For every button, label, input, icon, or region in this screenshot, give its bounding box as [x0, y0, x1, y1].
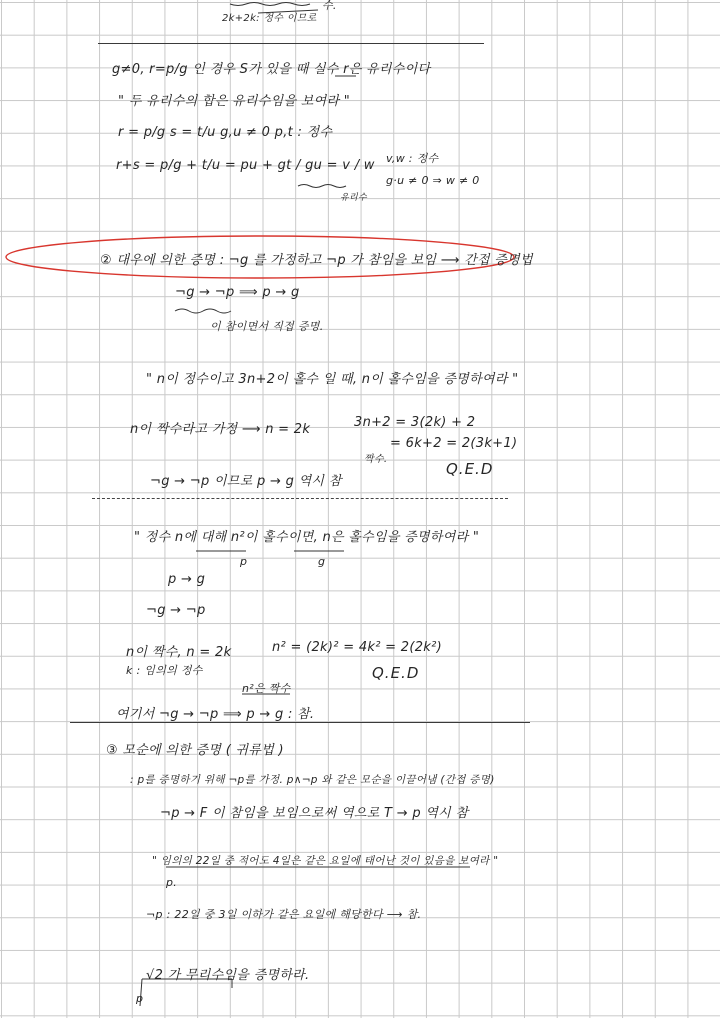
section-divider-2	[92, 498, 508, 499]
block4-bottom: √2 가 무리수임을 증명하라.	[146, 968, 310, 983]
block3-eq: n² = (2k)² = 4k² = 2(2k²)	[272, 640, 443, 655]
block1-line1: g≠0, r=p/g 인 경우 S가 있을 때 실수 r은 유리수이다	[112, 62, 431, 77]
block3-qed: Q.E.D	[372, 664, 420, 682]
section-divider-1	[98, 43, 484, 44]
block3-kdef: k : 임의의 정수	[126, 664, 203, 677]
block2-impl: ¬g → ¬p ⟹ p → g	[175, 285, 300, 300]
block2-small: 짝수.	[364, 454, 388, 465]
block4-neg: ¬p : 22일 중 3일 이하가 같은 요일에 해당한다 ⟶ 참.	[146, 908, 422, 921]
block1-def: r = p/g s = t/u g,u ≠ 0 p,t : 정수	[118, 125, 333, 140]
block3-p-label: p	[240, 555, 248, 568]
block4-p: p.	[166, 876, 178, 889]
block1-under: 유리수	[340, 193, 367, 203]
block1-formula: r+s = p/g + t/u = pu + gt / gu = v / w	[116, 158, 375, 173]
block3-line1: n이 짝수, n = 2k	[126, 645, 232, 660]
block2-quote: " n이 정수이고 3n+2이 홀수 일 때, n이 홀수임을 증명하여라 "	[146, 372, 519, 387]
underline-wave-rational	[298, 185, 346, 188]
block4-quote: " 임의의 22일 중 적어도 4일은 같은 요일에 태어난 것이 있음을 보여라 "	[152, 855, 499, 867]
block2-header: ② 대우에 의한 증명 : ¬g 를 가정하고 ¬p 가 참임을 보임 ⟶ 간접 증명법	[100, 253, 533, 268]
underline-wave-impl	[175, 309, 231, 313]
block3-quote: " 정수 n에 대해 n²이 홀수이면, n은 홀수임을 증명하여라 "	[134, 530, 480, 545]
block3-footer: 여기서 ¬g → ¬p ⟹ p → g : 참.	[116, 707, 315, 722]
block4-header: ③ 모순에 의한 증명 ( 귀류법 )	[106, 743, 284, 758]
block2-qed: Q.E.D	[446, 460, 494, 478]
top-note: 2k+2k: 정수 이므로	[222, 13, 317, 24]
block2-eq1: 3n+2 = 3(2k) + 2	[354, 415, 476, 430]
block1-side1: v,w : 정수	[386, 152, 439, 165]
block1-quote: " 두 유리수의 합은 유리수임을 보여라 "	[118, 94, 351, 109]
sqrt-box	[140, 979, 232, 1006]
block1-side2: g·u ≠ 0 ⇒ w ≠ 0	[386, 174, 480, 187]
section-divider-3	[70, 722, 530, 723]
block4-line2: ¬p → F 이 참임을 보임으로써 역으로 T → p 역시 참	[160, 806, 469, 821]
underline-wave-top	[230, 3, 310, 6]
block2-conclude: ¬g → ¬p 이므로 p → g 역시 참	[150, 474, 342, 489]
block2-assume: n이 짝수라고 가정 ⟶ n = 2k	[130, 422, 311, 437]
block3-neven: n²은 짝수	[242, 682, 291, 695]
block3-impl2: ¬g → ¬p	[146, 603, 206, 618]
top-fragment: 수.	[322, 0, 337, 12]
block2-eq2: = 6k+2 = 2(3k+1)	[390, 436, 518, 451]
block3-impl1: p → g	[168, 572, 206, 587]
block2-note: 이 참이면서 직접 증명.	[210, 320, 324, 333]
block4-line1: : p를 증명하기 위해 ¬p를 가정. p∧¬p 와 같은 모순을 이끌어냄 (간접 증명)	[130, 774, 495, 786]
block4-bottom-p: p	[136, 992, 144, 1005]
block3-g-label: g	[318, 555, 326, 568]
